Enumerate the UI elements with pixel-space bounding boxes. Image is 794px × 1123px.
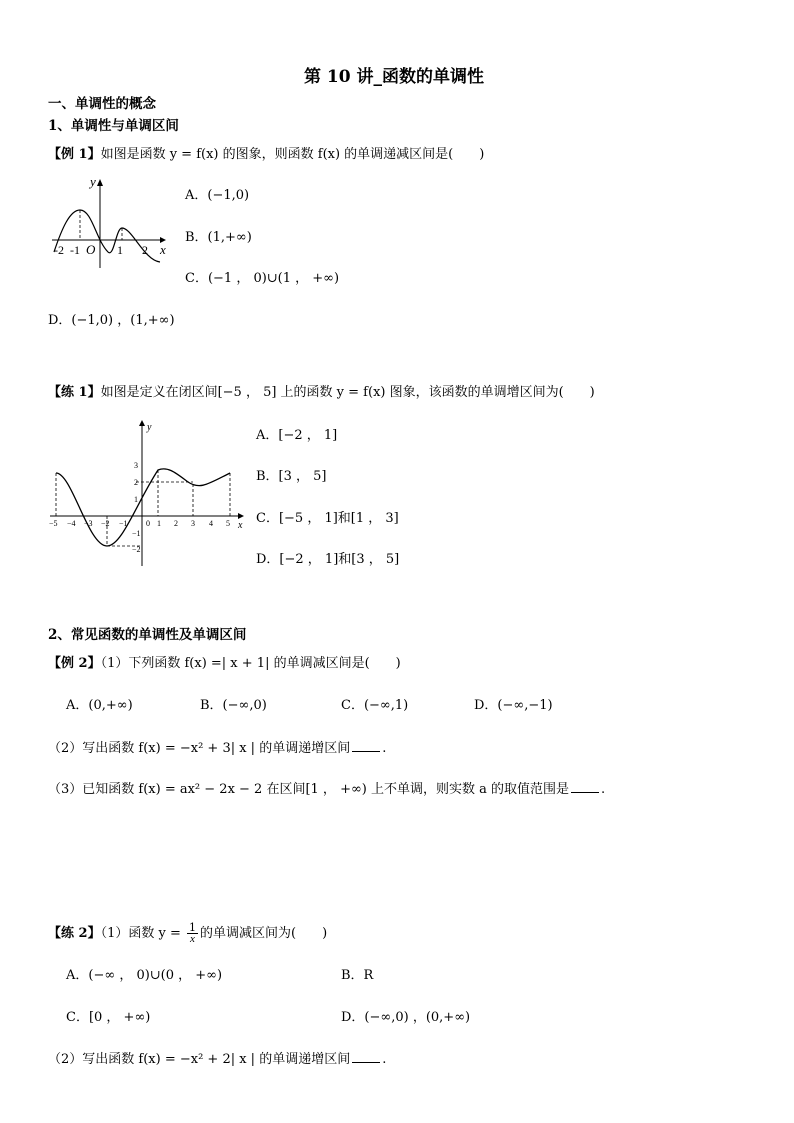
example-1-tag: 【例 1】	[48, 147, 101, 162]
x-tick-labels	[49, 519, 230, 528]
x-axis-arrow	[238, 513, 244, 519]
ytick-neg2: −2	[132, 545, 141, 554]
answer-blank	[571, 780, 599, 793]
section-heading-1: 一、单调性的概念	[48, 96, 156, 112]
tick-1: 1	[117, 243, 123, 257]
tick-neg1: -1	[70, 243, 80, 257]
example-2-question-3	[48, 778, 605, 797]
example-1-option-b: B．(1,+∞)	[185, 230, 252, 245]
answer-blank	[352, 1050, 380, 1063]
tick-2: 2	[142, 243, 148, 257]
page-title: 第 10 讲_函数的单调性	[304, 67, 484, 87]
practice-2-tag: 【练 2】	[48, 926, 101, 941]
xtick-neg1: −1	[119, 519, 128, 528]
y-axis-arrow	[139, 420, 145, 426]
example-2-q1-option-a: A．(0,+∞)	[66, 698, 133, 713]
example-2-question-2	[48, 737, 386, 756]
fraction-numerator: 1	[189, 921, 196, 934]
xtick-neg4: −4	[67, 519, 76, 528]
example-1-option-c: C．(−1 ， 0)∪(1 ， +∞)	[185, 271, 340, 286]
practice-2-q2-text: （2）写出函数 f(x) = −x² + 2| x | 的单调递增区间	[48, 1052, 351, 1067]
example-2-q3-text: （3）已知函数 f(x) = ax² − 2x − 2 在区间[1 ， +∞) 上不单调，则实数 a 的取值范围是	[48, 782, 570, 797]
practice-2-question-2	[48, 1048, 386, 1067]
ytick-neg1: −1	[132, 529, 141, 538]
practice-2-q2-end: .	[382, 1052, 387, 1067]
xtick-neg3: −3	[84, 519, 93, 528]
curve-f	[56, 469, 230, 546]
x-label: x	[160, 242, 166, 257]
practice-1-tag: 【练 1】	[48, 385, 101, 400]
xtick-neg5: −5	[49, 519, 58, 528]
example-1-stem: 如图是函数 y = f(x) 的图象，则函数 f(x) 的单调递减区间是( )	[100, 147, 485, 162]
xtick-5: 5	[226, 519, 230, 528]
example-1-question	[48, 143, 484, 162]
practice-2-q1-option-c: C．[0 ， +∞)	[66, 1010, 151, 1025]
y-label: y	[90, 174, 96, 189]
practice-2-q1-post: 的单调减区间为( )	[200, 926, 328, 941]
example-2-q1-option-c: C．(−∞,1)	[341, 698, 409, 713]
example-1-option-d: D．(−1,0) ，(1,+∞)	[48, 313, 175, 328]
subsection-heading-1: 1、单调性与单调区间	[48, 118, 179, 134]
example-2-question-1	[48, 652, 401, 671]
example-2-q1-option-d: D．(−∞,−1)	[474, 698, 553, 713]
ytick-1: 1	[134, 495, 138, 504]
practice-2-q1-option-a: A．(−∞ ， 0)∪(0 ， +∞)	[66, 968, 223, 983]
practice-1-option-c: C．[−5 ， 1]和[1 ， 3]	[256, 511, 399, 526]
practice-1-option-b: B．[3 ， 5]	[256, 469, 327, 484]
x-label: x	[238, 520, 243, 531]
practice-2-q1-option-d: D．(−∞,0) ，(0,+∞)	[341, 1010, 471, 1025]
answer-blank	[352, 739, 380, 752]
xtick-3: 3	[191, 519, 195, 528]
practice-2-question-1	[48, 922, 327, 945]
xtick-1: 1	[157, 519, 161, 528]
practice-1-option-d: D．[−2 ， 1]和[3 ， 5]	[256, 552, 400, 567]
practice-1-question	[48, 381, 595, 400]
y-label: y	[147, 422, 152, 433]
example-2-q1-text: （1）下列函数 f(x) =| x + 1| 的单调减区间是( )	[100, 656, 401, 671]
fraction-denominator: x	[190, 933, 195, 945]
tick-neg2: -2	[54, 243, 64, 257]
xtick-2: 2	[174, 519, 178, 528]
practice-2-q1-option-b: B．R	[341, 968, 374, 983]
example-2-tag: 【例 2】	[48, 656, 101, 671]
ytick-3: 3	[134, 461, 138, 470]
origin-label: O	[86, 242, 96, 257]
example-2-q3-end: .	[601, 782, 606, 797]
practice-1-stem: 如图是定义在闭区间[−5 ， 5] 上的函数 y = f(x) 图象，该函数的单调增区间为( )	[100, 385, 595, 400]
xtick-neg2: −2	[101, 519, 110, 528]
practice-2-q1-pre: （1）函数 y =	[100, 926, 181, 941]
y-axis-arrow	[97, 179, 103, 186]
xtick-4: 4	[209, 519, 213, 528]
practice-1-option-a: A．[−2 ， 1]	[256, 428, 338, 443]
ytick-2: 2	[134, 478, 138, 487]
practice-1-graph	[48, 418, 248, 568]
origin-label: 0	[146, 519, 150, 528]
example-2-q2-end: .	[382, 741, 387, 756]
fraction	[187, 922, 198, 945]
subsection-heading-2: 2、常见函数的单调性及单调区间	[48, 627, 247, 643]
example-2-q1-option-b: B．(−∞,0)	[200, 698, 267, 713]
example-1-graph	[48, 172, 178, 272]
example-2-q2-text: （2）写出函数 f(x) = −x² + 3| x | 的单调递增区间	[48, 741, 351, 756]
example-1-option-a: A．(−1,0)	[185, 188, 250, 203]
